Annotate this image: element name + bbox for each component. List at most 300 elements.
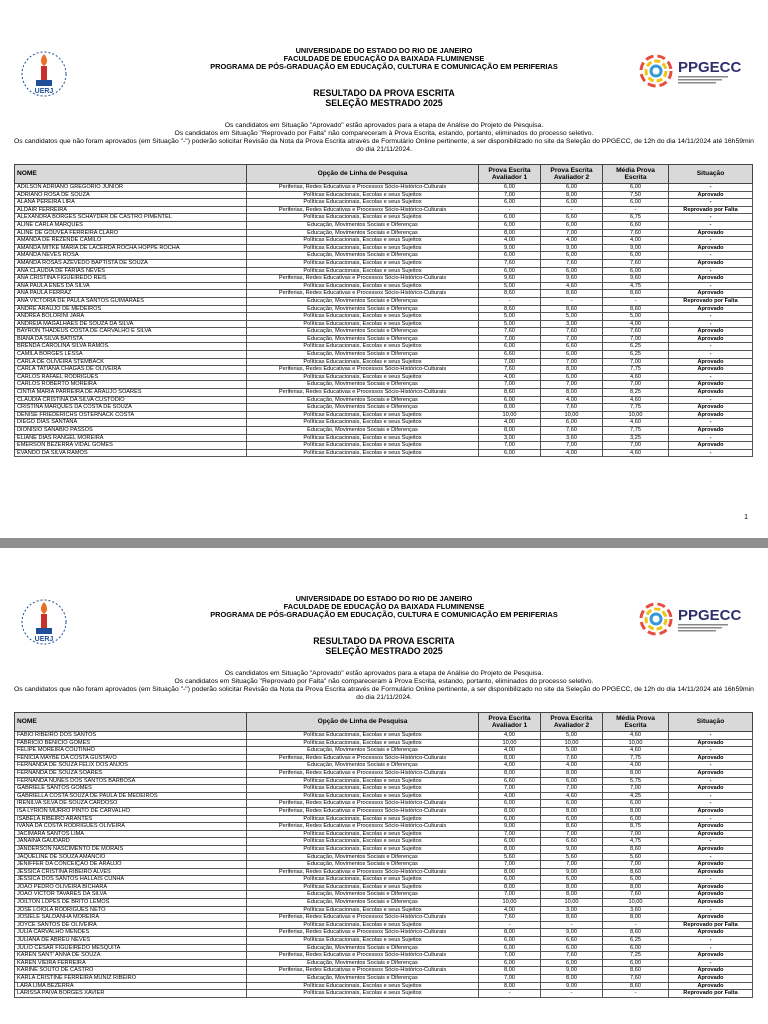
cell-average: 7,60 <box>603 975 669 983</box>
cell-average: 4,60 <box>603 449 669 457</box>
table-row <box>15 823 753 831</box>
cell-average: 7,60 <box>603 229 669 237</box>
table-row <box>15 952 753 960</box>
cell-status: Aprovado <box>669 229 753 237</box>
cell-average: 6,25 <box>603 351 669 359</box>
cell-research-line: Políticas Educacionais, Escolas e seus Sujeitos <box>247 845 479 853</box>
cell-average: 6,00 <box>603 267 669 275</box>
cell-research-line: Periferias, Redes Educativas e Processos Sócio-Histórico-Culturais <box>247 868 479 876</box>
cell-research-line: Políticas Educacionais, Escolas e seus Sujeitos <box>247 411 479 419</box>
cell-name: DENISE FRIEDERICHS OSTERNACK COSTA <box>15 411 247 419</box>
document-page-2 <box>0 548 768 1024</box>
cell-average: 7,75 <box>603 427 669 435</box>
cell-status: - <box>669 343 753 351</box>
cell-average: 10,00 <box>603 899 669 907</box>
cell-name: CAMILA BORGES LESSA <box>15 351 247 359</box>
table-row <box>15 335 753 343</box>
cell-grader-2: - <box>541 990 603 998</box>
cell-research-line: Políticas Educacionais, Escolas e seus Sujeitos <box>247 237 479 245</box>
program-name: PROGRAMA DE PÓS-GRADUAÇÃO EM EDUCAÇÃO, CULTURA E COMUNICAÇÃO EM PERIFERIAS <box>210 62 558 72</box>
cell-grader-1: 6,00 <box>479 959 541 967</box>
cell-grader-1: 10,00 <box>479 899 541 907</box>
cell-research-line: Políticas Educacionais, Escolas e seus Sujeitos <box>247 259 479 267</box>
cell-name: JULIA CARVALHO MENDES <box>15 929 247 937</box>
cell-research-line: Periferias, Redes Educativas e Processos Sócio-Histórico-Culturais <box>247 275 479 283</box>
table-row <box>15 944 753 952</box>
cell-grader-1: 9,00 <box>479 244 541 252</box>
ppgecc-logo <box>636 50 752 92</box>
cell-name: JOSÉ LOIOLA RODRIGUES NETO <box>15 906 247 914</box>
cell-grader-1: 4,00 <box>479 747 541 755</box>
cell-grader-2: 8,60 <box>541 914 603 922</box>
cell-average: 7,60 <box>603 891 669 899</box>
cell-name: GABRIELE SANTOS GOMES <box>15 785 247 793</box>
table-row <box>15 434 753 442</box>
cell-grader-2: 8,60 <box>541 823 603 831</box>
cell-grader-2: 10,00 <box>541 899 603 907</box>
cell-average: 8,00 <box>603 769 669 777</box>
cell-name: BAYRON THADEUS COSTA DE CARVALHO E SILVA <box>15 328 247 336</box>
cell-status: Reprovado por Falta <box>669 206 753 214</box>
cell-average: 8,60 <box>603 982 669 990</box>
cell-name: FABRICIO BENICIO GOMES <box>15 739 247 747</box>
cell-status: - <box>669 792 753 800</box>
cell-grader-1: - <box>479 297 541 305</box>
cell-status: - <box>669 313 753 321</box>
cell-average: 4,60 <box>603 396 669 404</box>
cell-grader-1: 6,00 <box>479 267 541 275</box>
table-row <box>15 921 753 929</box>
university-name: UNIVERSIDADE DO ESTADO DO RIO DE JANEIRO <box>295 46 473 55</box>
cell-research-line: Periferias, Redes Educativas e Processos Sócio-Histórico-Culturais <box>247 807 479 815</box>
cell-name: ADILSON ADRIANO GREGÓRIO JÚNIOR <box>15 184 247 192</box>
col-header-name: NOME <box>15 165 247 184</box>
cell-name: JANAINA GAUDARD <box>15 838 247 846</box>
cell-name: FENICIA MAYBE DA COSTA GUSTAVO <box>15 754 247 762</box>
cell-grader-2: 6,00 <box>541 373 603 381</box>
cell-name: DIONÍSIO SANABIO PASSOS <box>15 427 247 435</box>
cell-research-line: Políticas Educacionais, Escolas e seus Sujeitos <box>247 732 479 740</box>
cell-grader-2: 6,60 <box>541 838 603 846</box>
cell-name: JANDERSON NASCIMENTO DE MORAIS <box>15 845 247 853</box>
table-row <box>15 883 753 891</box>
table-row <box>15 404 753 412</box>
cell-status: Aprovado <box>669 861 753 869</box>
cell-grader-1: 9,60 <box>479 275 541 283</box>
table-row <box>15 959 753 967</box>
cell-research-line: Periferias, Redes Educativas e Processos Sócio-Histórico-Culturais <box>247 967 479 975</box>
cell-grader-1: 7,60 <box>479 366 541 374</box>
cell-average: 9,60 <box>603 275 669 283</box>
cell-name: KARLA CRISTINE FERREIRA MUNIZ RIBEIRO <box>15 975 247 983</box>
page-number: 1 <box>744 514 748 521</box>
cell-research-line: Políticas Educacionais, Escolas e seus Sujeitos <box>247 373 479 381</box>
table-row <box>15 191 753 199</box>
ppgecc-logo-text: PPGECC <box>678 607 742 624</box>
table-row <box>15 244 753 252</box>
cell-grader-1: 4,00 <box>479 792 541 800</box>
instructions <box>14 670 754 702</box>
cell-grader-1: 7,00 <box>479 952 541 960</box>
table-row <box>15 914 753 922</box>
col-header-status: Situação <box>669 165 753 184</box>
cell-research-line: Educação, Movimentos Sociais e Diferenças <box>247 891 479 899</box>
cell-name: KAREN SANT' ANNA DE SOUZA <box>15 952 247 960</box>
cell-grader-2: 6,00 <box>541 800 603 808</box>
result-title <box>0 636 768 656</box>
table-row <box>15 237 753 245</box>
cell-grader-2: 7,60 <box>541 259 603 267</box>
cell-grader-2: 6,00 <box>541 252 603 260</box>
table-row <box>15 975 753 983</box>
cell-average: 3,25 <box>603 434 669 442</box>
cell-average: 6,00 <box>603 252 669 260</box>
cell-status: - <box>669 252 753 260</box>
cell-research-line: Educação, Movimentos Sociais e Diferenças <box>247 899 479 907</box>
cell-status: Aprovado <box>669 191 753 199</box>
cell-grader-1: 7,60 <box>479 259 541 267</box>
cell-grader-1: 6,00 <box>479 876 541 884</box>
cell-status: - <box>669 747 753 755</box>
cell-grader-1: 6,00 <box>479 838 541 846</box>
cell-research-line: Políticas Educacionais, Escolas e seus Sujeitos <box>247 282 479 290</box>
col-header-name: NOME <box>15 713 247 732</box>
cell-name: FERNANDA NUNES DOS SANTOS BARBOSA <box>15 777 247 785</box>
cell-grader-2: 8,00 <box>541 975 603 983</box>
cell-average: 6,25 <box>603 937 669 945</box>
cell-average: 7,60 <box>603 259 669 267</box>
cell-research-line: Políticas Educacionais, Escolas e seus Sujeitos <box>247 434 479 442</box>
cell-average: 8,00 <box>603 914 669 922</box>
cell-average: 6,00 <box>603 184 669 192</box>
cell-research-line: Educação, Movimentos Sociais e Diferenças <box>247 252 479 260</box>
cell-research-line: Educação, Movimentos Sociais e Diferenças <box>247 959 479 967</box>
cell-status: - <box>669 876 753 884</box>
cell-research-line: Periferias, Redes Educativas e Processos Sócio-Histórico-Culturais <box>247 754 479 762</box>
cell-name: BRENDA CAROLINA SILVA RAMOS. <box>15 343 247 351</box>
cell-name: ANA PAULA FERRAZ <box>15 290 247 298</box>
cell-name: CINTIA MARIA PARREIRA DE ARAÚJO SOARES <box>15 389 247 397</box>
cell-name: IVANA DA COSTA RODRIGUES OLIVEIRA <box>15 823 247 831</box>
cell-status: - <box>669 237 753 245</box>
table-row <box>15 906 753 914</box>
cell-grader-1: 6,00 <box>479 449 541 457</box>
cell-status: Aprovado <box>669 335 753 343</box>
program-name: PROGRAMA DE PÓS-GRADUAÇÃO EM EDUCAÇÃO, CULTURA E COMUNICAÇÃO EM PERIFERIAS <box>210 610 558 620</box>
cell-status: Aprovado <box>669 244 753 252</box>
cell-grader-1: 8,00 <box>479 769 541 777</box>
cell-grader-2: 7,60 <box>541 754 603 762</box>
cell-research-line: Periferias, Redes Educativas e Processos Sócio-Histórico-Culturais <box>247 929 479 937</box>
cell-research-line: Políticas Educacionais, Escolas e seus Sujeitos <box>247 921 479 929</box>
cell-status: Aprovado <box>669 845 753 853</box>
cell-name: CARLA DE OLIVEIRA STEMBACK <box>15 358 247 366</box>
cell-status: Aprovado <box>669 404 753 412</box>
table-row <box>15 747 753 755</box>
cell-average: - <box>603 921 669 929</box>
cell-status: Aprovado <box>669 290 753 298</box>
results-table <box>14 712 753 998</box>
uerj-logo-text: UERJ <box>34 636 54 643</box>
cell-research-line: Políticas Educacionais, Escolas e seus Sujeitos <box>247 838 479 846</box>
cell-grader-2: 9,00 <box>541 244 603 252</box>
cell-grader-1: 7,60 <box>479 328 541 336</box>
table-row <box>15 221 753 229</box>
cell-grader-2: 8,00 <box>541 807 603 815</box>
col-header-grader-1: Prova Escrita Avaliador 1 <box>479 165 541 184</box>
cell-grader-2: 9,00 <box>541 982 603 990</box>
table-row <box>15 389 753 397</box>
cell-name: ANDRÉIA MAGALHÃES DE SOUZA DA SILVA <box>15 320 247 328</box>
cell-grader-1: - <box>479 206 541 214</box>
cell-research-line: Políticas Educacionais, Escolas e seus Sujeitos <box>247 777 479 785</box>
cell-average: - <box>603 990 669 998</box>
cell-name: CLÁUDIA CRISTINA DA SILVA CUSTÓDIO <box>15 396 247 404</box>
cell-status: - <box>669 906 753 914</box>
cell-average: 6,00 <box>603 944 669 952</box>
cell-average: 7,25 <box>603 952 669 960</box>
cell-status: - <box>669 937 753 945</box>
cell-research-line: Políticas Educacionais, Escolas e seus Sujeitos <box>247 739 479 747</box>
cell-status: Aprovado <box>669 967 753 975</box>
title-line-1: RESULTADO DA PROVA ESCRITA <box>313 636 455 646</box>
cell-average: 8,60 <box>603 868 669 876</box>
cell-research-line: Políticas Educacionais, Escolas e seus Sujeitos <box>247 792 479 800</box>
cell-research-line: Políticas Educacionais, Escolas e seus Sujeitos <box>247 419 479 427</box>
cell-grader-2: 7,00 <box>541 861 603 869</box>
cell-status: Aprovado <box>669 868 753 876</box>
cell-grader-1: 8,00 <box>479 845 541 853</box>
cell-research-line: Educação, Movimentos Sociais e Diferenças <box>247 853 479 861</box>
cell-grader-1: 6,60 <box>479 351 541 359</box>
ppgecc-logo <box>636 598 752 640</box>
cell-status: - <box>669 944 753 952</box>
cell-grader-1: 8,00 <box>479 883 541 891</box>
cell-status: Aprovado <box>669 769 753 777</box>
cell-average: 6,00 <box>603 876 669 884</box>
cell-research-line: Políticas Educacionais, Escolas e seus Sujeitos <box>247 191 479 199</box>
cell-status: Aprovado <box>669 883 753 891</box>
cell-grader-2: - <box>541 297 603 305</box>
cell-research-line: Políticas Educacionais, Escolas e seus Sujeitos <box>247 442 479 450</box>
cell-average: - <box>603 297 669 305</box>
table-row <box>15 769 753 777</box>
cell-status: - <box>669 777 753 785</box>
cell-name: JULIANA DE ABREU NEVES <box>15 937 247 945</box>
cell-research-line: Periferias, Redes Educativas e Processos Sócio-Histórico-Culturais <box>247 184 479 192</box>
cell-average: 8,60 <box>603 967 669 975</box>
cell-research-line: Políticas Educacionais, Escolas e seus Sujeitos <box>247 990 479 998</box>
cell-status: Reprovado por Falta <box>669 297 753 305</box>
cell-average: 6,00 <box>603 815 669 823</box>
table-row <box>15 899 753 907</box>
cell-average: 6,75 <box>603 214 669 222</box>
cell-grader-1: 10,00 <box>479 739 541 747</box>
col-header-average: Média Prova Escrita <box>603 165 669 184</box>
cell-status: Aprovado <box>669 807 753 815</box>
cell-name: DIEGO DIAS SANTANA <box>15 419 247 427</box>
cell-grader-2: 3,60 <box>541 434 603 442</box>
cell-status: - <box>669 221 753 229</box>
title-line-2: SELEÇÃO MESTRADO 2025 <box>325 646 443 656</box>
cell-status: - <box>669 800 753 808</box>
cell-average: 6,60 <box>603 221 669 229</box>
cell-grader-1: 6,00 <box>479 800 541 808</box>
cell-status: Aprovado <box>669 823 753 831</box>
cell-name: AMANDA ROSAS AZEVEDO BAPTISTA DE SOUZA <box>15 259 247 267</box>
cell-name: ALEXANDRA BORGES SCHAYDER DE CASTRO PIMENTEL <box>15 214 247 222</box>
cell-grader-1: 6,00 <box>479 937 541 945</box>
cell-grader-1: 5,00 <box>479 282 541 290</box>
cell-status: - <box>669 732 753 740</box>
cell-grader-1: 8,00 <box>479 929 541 937</box>
cell-grader-2: 7,00 <box>541 381 603 389</box>
cell-status: Reprovado por Falta <box>669 990 753 998</box>
note-absent: Os candidatos em Situação "Reprovado por Falta" não compareceram à Prova Escrita, estando, portanto, eliminados do processo seletivo. <box>174 129 594 137</box>
cell-research-line: Periferias, Redes Educativas e Processos Sócio-Histórico-Culturais <box>247 800 479 808</box>
ppgecc-logo-text: PPGECC <box>678 59 742 76</box>
cell-average: 4,00 <box>603 320 669 328</box>
cell-grader-1: - <box>479 921 541 929</box>
cell-name: JÉSSICA DOS SANTOS HALLAIS CUNHA <box>15 876 247 884</box>
cell-research-line: Políticas Educacionais, Escolas e seus Sujeitos <box>247 883 479 891</box>
cell-grader-2: - <box>541 921 603 929</box>
cell-grader-1: 8,60 <box>479 389 541 397</box>
cell-status: Aprovado <box>669 785 753 793</box>
table-row <box>15 929 753 937</box>
cell-average: 4,25 <box>603 792 669 800</box>
cell-grader-1: 8,00 <box>479 229 541 237</box>
cell-name: GABRIELLA COSTA SOUZA DE PAULA DE MEDEIROS <box>15 792 247 800</box>
cell-status: - <box>669 449 753 457</box>
cell-grader-2: 6,00 <box>541 959 603 967</box>
cell-grader-1: 6,00 <box>479 214 541 222</box>
cell-grader-1: 6,60 <box>479 777 541 785</box>
cell-research-line: Educação, Movimentos Sociais e Diferenças <box>247 404 479 412</box>
cell-status: Aprovado <box>669 442 753 450</box>
cell-grader-2: 6,60 <box>541 937 603 945</box>
col-header-status: Situação <box>669 713 753 732</box>
cell-average: 4,75 <box>603 838 669 846</box>
cell-grader-2: 6,60 <box>541 214 603 222</box>
cell-research-line: Educação, Movimentos Sociais e Diferenças <box>247 975 479 983</box>
cell-status: Aprovado <box>669 891 753 899</box>
table-row <box>15 845 753 853</box>
cell-research-line: Políticas Educacionais, Escolas e seus Sujeitos <box>247 214 479 222</box>
result-title <box>0 88 768 108</box>
cell-name: FABIO RIBEIRO DOS SANTOS <box>15 732 247 740</box>
cell-grader-1: 8,00 <box>479 754 541 762</box>
cell-research-line: Educação, Movimentos Sociais e Diferenças <box>247 747 479 755</box>
cell-research-line: Políticas Educacionais, Escolas e seus Sujeitos <box>247 267 479 275</box>
cell-name: JOYCE SANTOS DE OLIVEIRA <box>15 921 247 929</box>
cell-status: - <box>669 267 753 275</box>
cell-grader-2: 4,00 <box>541 449 603 457</box>
cell-name: EVANDO DA SILVA RAMOS <box>15 449 247 457</box>
cell-grader-1: 8,00 <box>479 868 541 876</box>
cell-name: ANDRÉ ARAÚJO DE MEDEIROS <box>15 305 247 313</box>
cell-grader-2: 4,00 <box>541 237 603 245</box>
cell-research-line: Educação, Movimentos Sociais e Diferenças <box>247 381 479 389</box>
table-row <box>15 351 753 359</box>
cell-grader-2: - <box>541 206 603 214</box>
col-header-research-line: Opção de Linha de Pesquisa <box>247 713 479 732</box>
cell-status: Aprovado <box>669 427 753 435</box>
cell-research-line: Políticas Educacionais, Escolas e seus Sujeitos <box>247 199 479 207</box>
cell-average: 6,00 <box>603 800 669 808</box>
cell-grader-1: 8,60 <box>479 305 541 313</box>
cell-status: Aprovado <box>669 929 753 937</box>
cell-grader-2: 6,00 <box>541 876 603 884</box>
cell-average: 7,00 <box>603 861 669 869</box>
cell-status: Aprovado <box>669 328 753 336</box>
cell-grader-2: 8,00 <box>541 191 603 199</box>
cell-grader-2: 7,00 <box>541 830 603 838</box>
cell-grader-2: 5,00 <box>541 313 603 321</box>
table-row <box>15 305 753 313</box>
cell-status: Aprovado <box>669 389 753 397</box>
uerj-logo-text: UERJ <box>34 88 54 95</box>
cell-grader-2: 8,60 <box>541 290 603 298</box>
cell-status: - <box>669 199 753 207</box>
title-line-2: SELEÇÃO MESTRADO 2025 <box>325 98 443 108</box>
cell-grader-1: 3,00 <box>479 434 541 442</box>
cell-status: Aprovado <box>669 305 753 313</box>
cell-research-line: Políticas Educacionais, Escolas e seus Sujeitos <box>247 320 479 328</box>
cell-grader-2: 6,00 <box>541 419 603 427</box>
cell-grader-1: 7,00 <box>479 335 541 343</box>
cell-research-line: Educação, Movimentos Sociais e Diferenças <box>247 221 479 229</box>
table-row <box>15 815 753 823</box>
cell-research-line: Educação, Movimentos Sociais e Diferenças <box>247 861 479 869</box>
cell-average: 9,00 <box>603 244 669 252</box>
table-row <box>15 785 753 793</box>
cell-average: 8,60 <box>603 305 669 313</box>
cell-average: 8,00 <box>603 883 669 891</box>
cell-grader-1: 4,00 <box>479 419 541 427</box>
table-row <box>15 297 753 305</box>
cell-name: AMANDA NEVES ROSA <box>15 252 247 260</box>
cell-name: ANA PAULA ENES DA SILVA <box>15 282 247 290</box>
col-header-grader-2: Prova Escrita Avaliador 2 <box>541 713 603 732</box>
table-row <box>15 967 753 975</box>
cell-research-line: Políticas Educacionais, Escolas e seus Sujeitos <box>247 244 479 252</box>
table-row <box>15 184 753 192</box>
col-header-grader-2: Prova Escrita Avaliador 2 <box>541 165 603 184</box>
cell-grader-1: 4,00 <box>479 762 541 770</box>
cell-grader-1: 4,00 <box>479 732 541 740</box>
cell-name: JOILTON LOPES DE BRITO LEMOS <box>15 899 247 907</box>
cell-name: ALINE CARLA MARQUES <box>15 221 247 229</box>
table-row <box>15 206 753 214</box>
cell-grader-1: 4,00 <box>479 906 541 914</box>
cell-name: JAQUELINE DE SOUZA AMANCIO <box>15 853 247 861</box>
table-row <box>15 876 753 884</box>
table-row <box>15 739 753 747</box>
cell-average: 5,00 <box>603 313 669 321</box>
cell-status: Aprovado <box>669 358 753 366</box>
cell-status: - <box>669 282 753 290</box>
cell-average: 10,00 <box>603 739 669 747</box>
table-row <box>15 732 753 740</box>
cell-average: 8,00 <box>603 807 669 815</box>
cell-name: JESSICA CRISTINA RIBEIRO ALVES <box>15 868 247 876</box>
note-review: Os candidatos que não foram aprovados (em Situação "-") poderão solicitar Revisão da Nota da Prova Escrita através de Formulário Online pertinente, a ser disponibilizado no site da Seleção do PPGECC, de 12h do dia 14/11/2024 até 16h59min do dia 21/11/2024. <box>14 685 754 701</box>
cell-grader-2: 8,00 <box>541 883 603 891</box>
cell-grader-1: 7,00 <box>479 381 541 389</box>
cell-average: 7,00 <box>603 381 669 389</box>
table-row <box>15 214 753 222</box>
